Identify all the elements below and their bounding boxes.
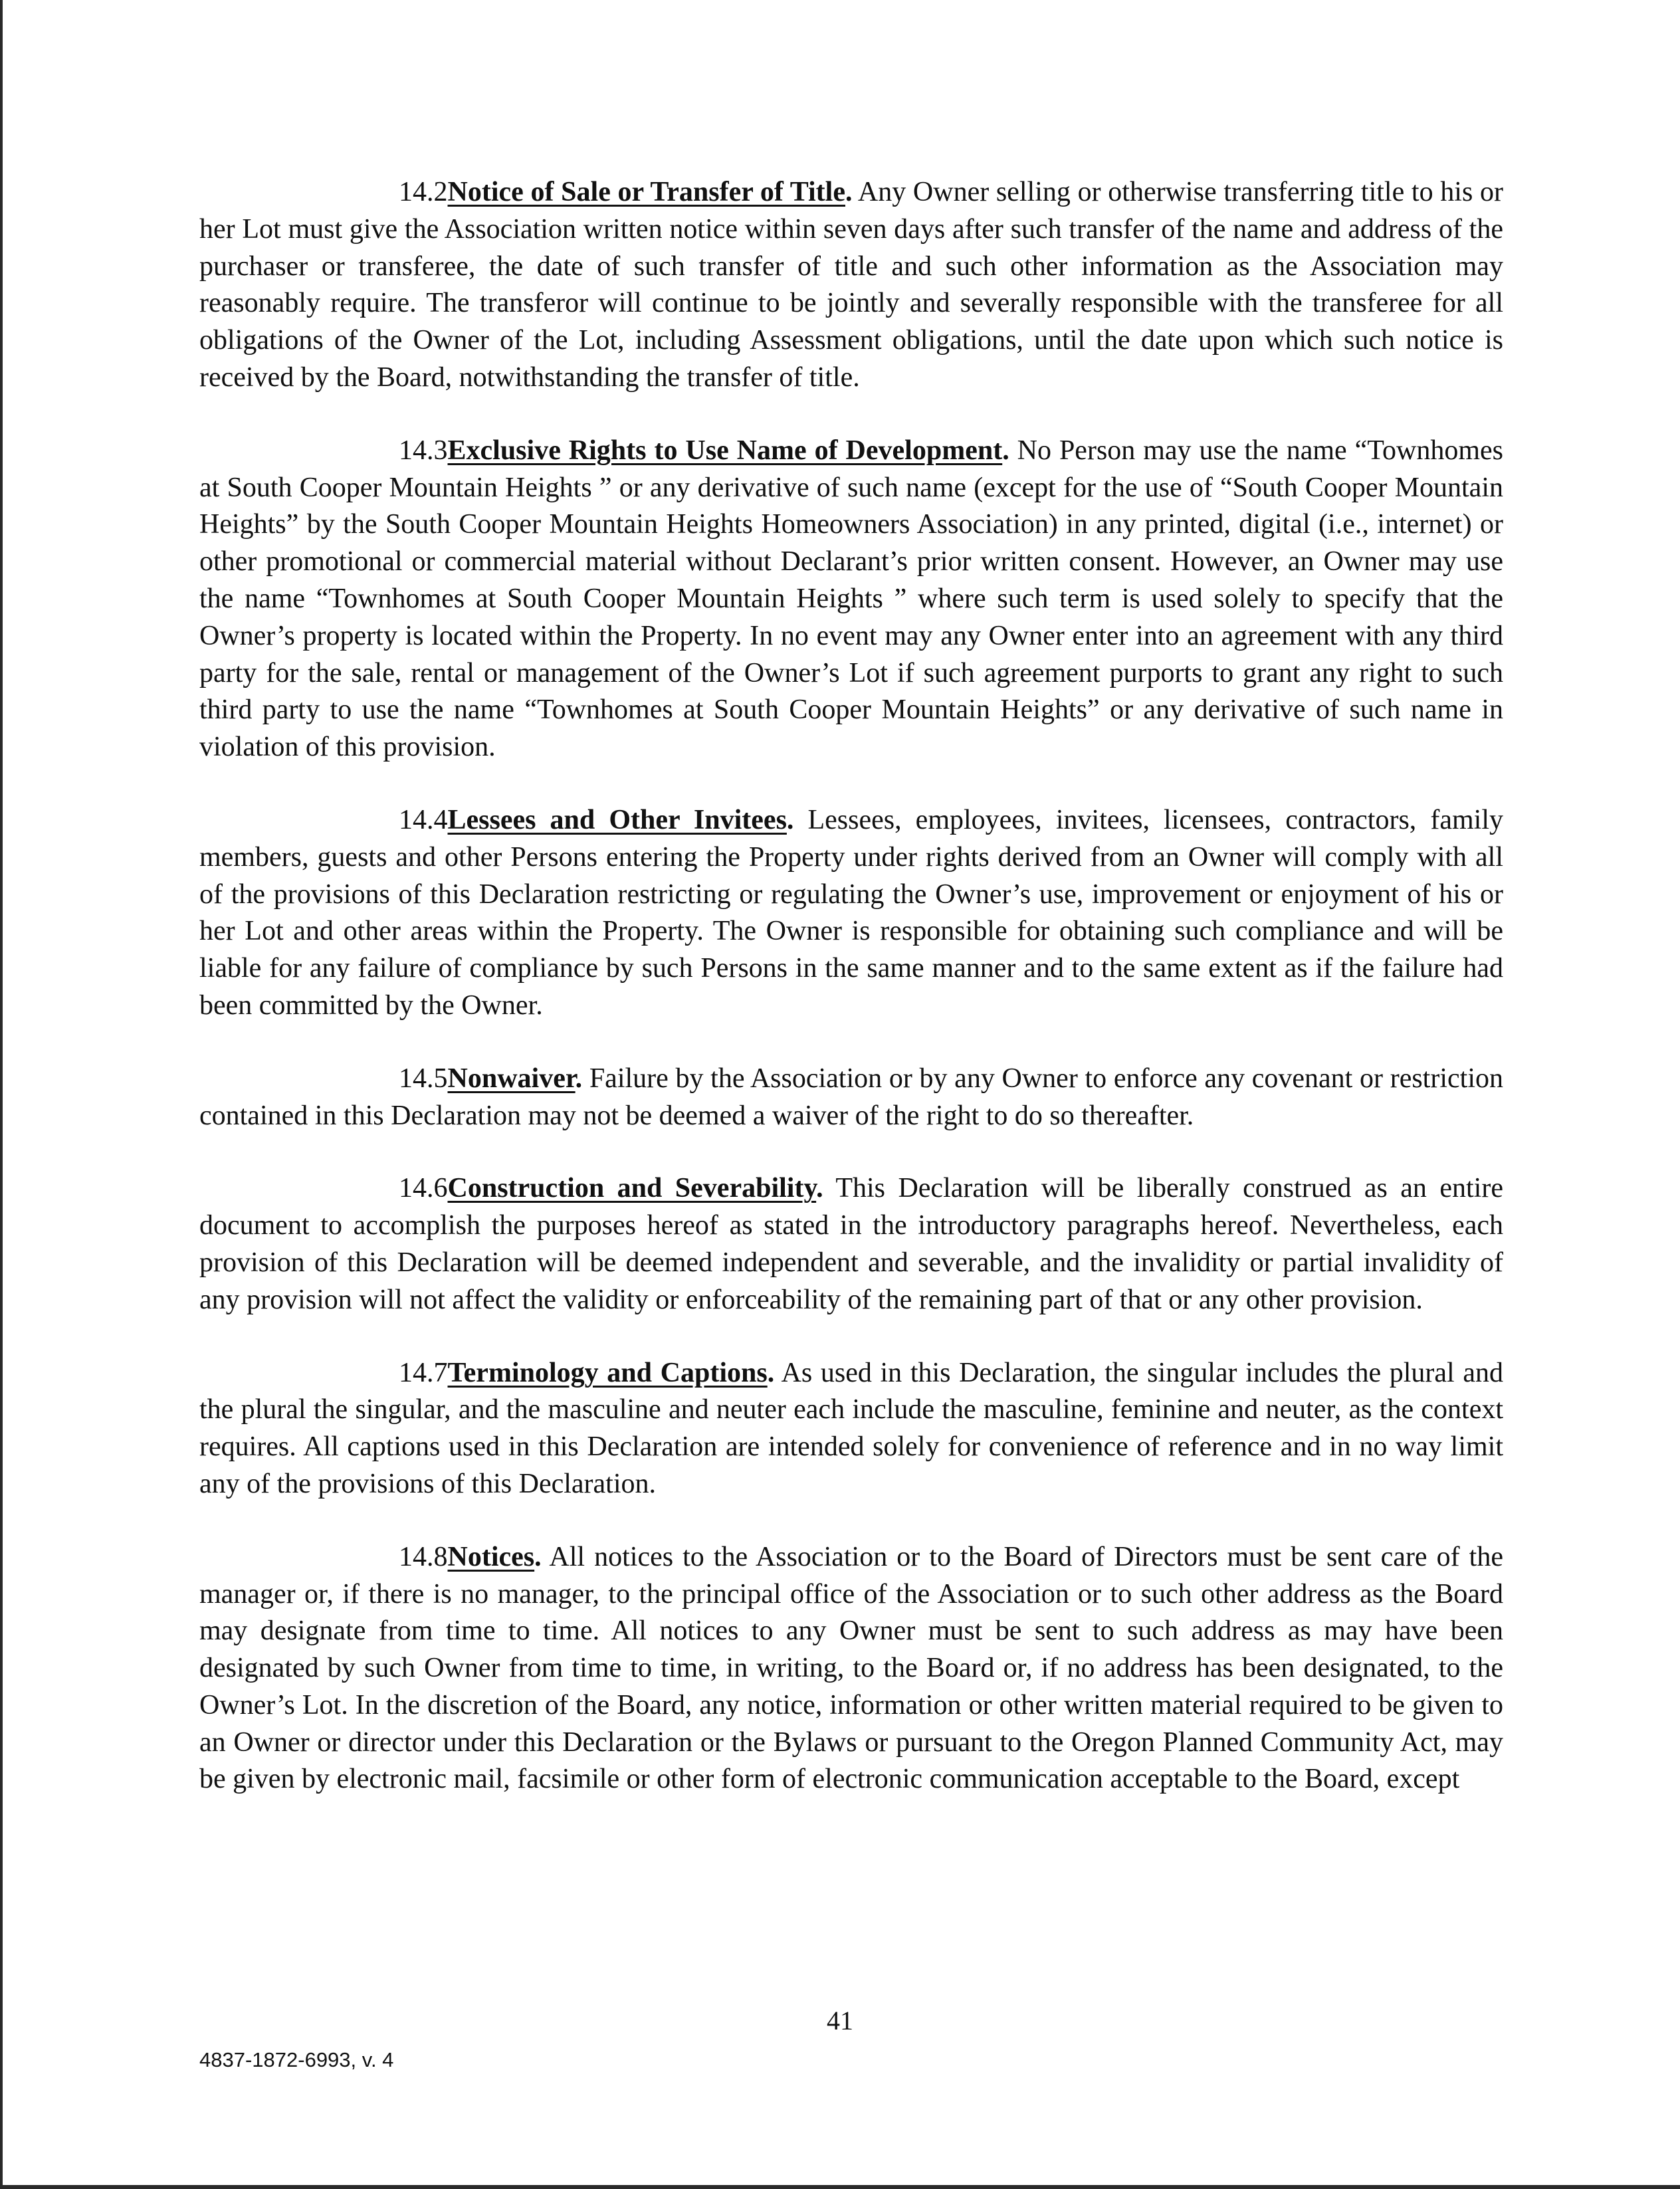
section-number: 14.3	[399, 435, 448, 466]
section-text: Any Owner selling or otherwise transferring title to his or her Lot must give the Association written notice within seven days after such transfer of the name and address of the purchaser or transferee, the date of such transfer of title and such other information as the Association may reasonably require. The transferor will continue to be jointly and severally responsible with the transferee for all obligations of the Owner of the Lot, including Assessment obligations, until the date upon which such notice is received by the Board, notwithstanding the transfer of title.	[199, 177, 1504, 393]
section-text: As used in this Declaration, the singular includes the plural and the plural the singular, and the masculine and neuter each include the masculine, feminine and neuter, as the context requires. All captions used in this Declaration are intended solely for convenience of reference and in no way limit any of the provisions of this Declaration.	[199, 1357, 1503, 1499]
section-number: 14.4	[399, 804, 448, 835]
heading-period: .	[786, 804, 794, 835]
document-body	[199, 174, 1503, 1834]
section-14-6	[199, 1170, 1503, 1318]
section-heading: Notices	[447, 1541, 535, 1572]
section-heading: Construction and Severability	[447, 1173, 817, 1204]
section-number: 14.7	[399, 1357, 448, 1388]
scan-edge-bottom	[0, 2185, 1680, 2189]
section-text: No Person may use the name “Townhomes at South Cooper Mountain Heights ” or any derivative of such name (except for the use of “South Cooper Mountain Heights” by the South Cooper Mountain Heights Homeowners Association) in any printed, digital (i.e., internet) or other promotional or commercial material without Declarant’s prior written consent. However, an Owner may use the name “Townhomes at South Cooper Mountain Heights ” where such term is used solely to specify that the Owner’s property is located within the Property. In no event may any Owner enter into an agreement with any third party for the sale, rental or management of the Owner’s Lot if such agreement purports to grant any right to such third party to use the name “Townhomes at South Cooper Mountain Heights” or any derivative of such name in violation of this provision.	[199, 435, 1504, 763]
section-heading: Exclusive Rights to Use Name of Development	[447, 435, 1003, 466]
heading-period: .	[845, 177, 853, 207]
section-heading: Notice of Sale or Transfer of Title	[447, 177, 845, 207]
section-14-5	[199, 1061, 1503, 1135]
heading-period: .	[1002, 435, 1009, 466]
section-number: 14.2	[399, 177, 448, 207]
section-heading: Nonwaiver	[447, 1063, 576, 1094]
section-14-7	[199, 1355, 1503, 1503]
section-text: All notices to the Association or to the Board of Directors must be sent care of the manager or, if there is no manager, to the principal office of the Association or to such other address as the Board may designate from time to time. All notices to any Owner must be sent to such address as may have been designated by such Owner from time to time, in writing, to the Board or, if no address has been designated, to the Owner’s Lot. In the discretion of the Board, any notice, information or other written material required to be given to an Owner or director under this Declaration or the Bylaws or pursuant to the Oregon Planned Community Act, may be given by electronic mail, facsimile or other form of electronic communication acceptable to the Board, except	[199, 1541, 1503, 1795]
document-id: 4837-1872-6993, v. 4	[199, 2048, 394, 2071]
section-number: 14.8	[399, 1541, 448, 1572]
scan-edge-left	[0, 0, 3, 2189]
section-heading: Lessees and Other Invitees	[447, 804, 787, 835]
heading-period: .	[816, 1173, 823, 1204]
section-text: Failure by the Association or by any Owner to enforce any covenant or restriction contained in this Declaration may not be deemed a waiver of the right to do so thereafter.	[199, 1063, 1503, 1131]
section-text: This Declaration will be liberally construed as an entire document to accomplish the purposes hereof as stated in the introductory paragraphs hereof. Nevertheless, each provision of this Declaration will be deemed independent and severable, and the invalidity or partial invalidity of any provision will not affect the validity or enforceability of the remaining part of that or any other provision.	[199, 1173, 1503, 1315]
section-14-3	[199, 433, 1503, 766]
section-14-8	[199, 1539, 1503, 1799]
section-number: 14.5	[399, 1063, 448, 1094]
heading-period: .	[767, 1357, 775, 1388]
heading-period: .	[534, 1541, 542, 1572]
section-heading: Terminology and Captions	[447, 1357, 768, 1388]
heading-period: .	[575, 1063, 583, 1094]
section-text: Lessees, employees, invitees, licensees, contractors, family members, guests and other Persons entering the Property under rights derived from an Owner will comply with all of the provisions of this Declaration restricting or regulating the Owner’s use, improvement or enjoyment of his or her Lot and other areas within the Property. The Owner is responsible for obtaining such compliance and will be liable for any failure of compliance by such Persons in the same manner and to the same extent as if the failure had been committed by the Owner.	[199, 804, 1504, 1021]
section-14-2	[199, 174, 1503, 397]
section-14-4	[199, 802, 1503, 1025]
page-number: 41	[827, 2006, 853, 2035]
section-number: 14.6	[399, 1173, 448, 1204]
